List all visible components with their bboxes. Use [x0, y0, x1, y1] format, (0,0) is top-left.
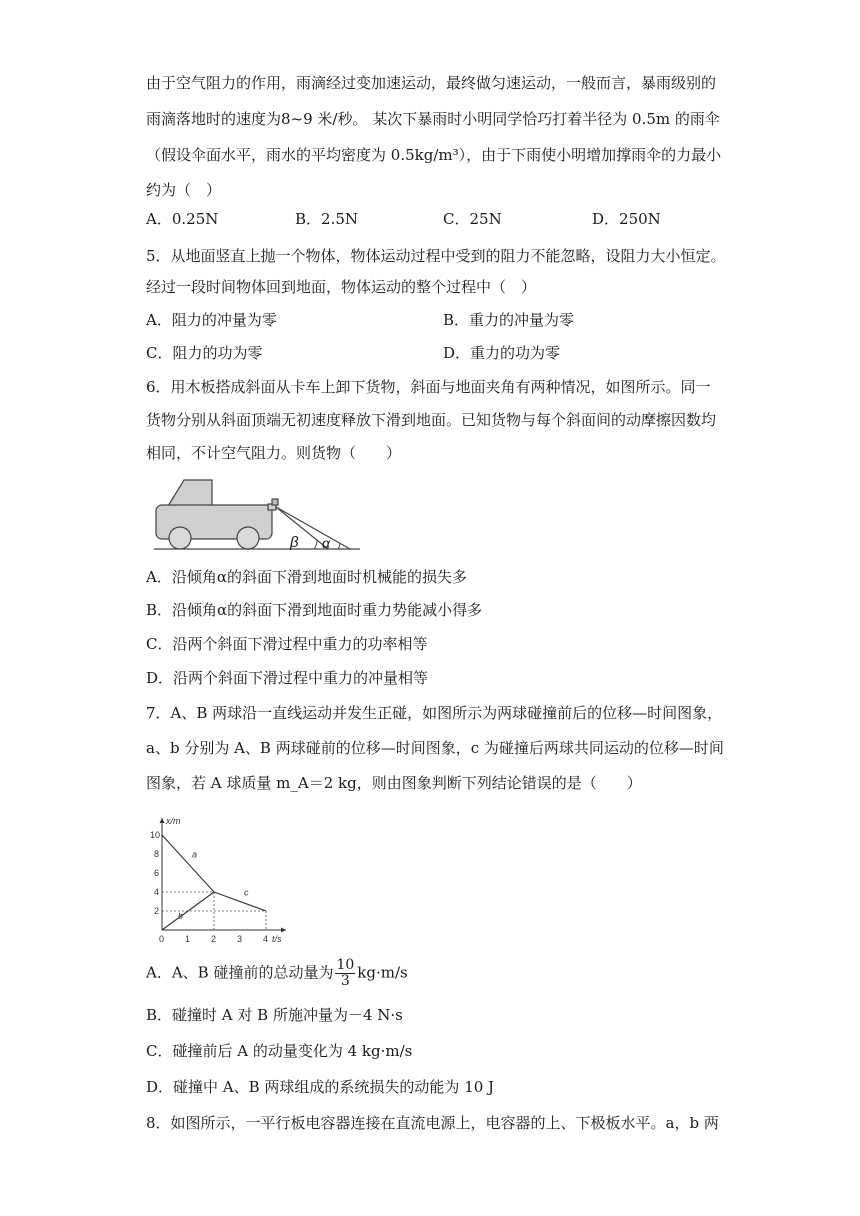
q4-option-b: B．2.5N: [295, 210, 359, 228]
q4-line-1: 由于空气阻力的作用，雨滴经过变加速运动，最终做匀速运动，一般而言，暴雨级别的: [146, 74, 717, 92]
angle-arc-beta: [314, 541, 317, 549]
angle-label-beta: β: [290, 534, 299, 551]
q4-line-4: 约为（ ）: [146, 181, 222, 199]
q7-line-1: 7．A、B 两球沿一直线运动并发生正碰，如图所示为两球碰撞前后的位移—时间图象，: [146, 704, 723, 722]
x-tick-label: 4: [263, 934, 269, 944]
x-tick-label: 0: [159, 934, 165, 944]
q6-line-2: 货物分别从斜面顶端无初速度释放下滑到地面。已知货物与每个斜面间的动摩擦因数均: [146, 411, 717, 429]
q7-line-3: 图象，若 A 球质量 m_A＝2 kg，则由图象判断下列结论错误的是（ ）: [146, 774, 642, 792]
q6-line-3: 相同，不计空气阻力。则货物（ ）: [146, 444, 402, 462]
fraction-denominator: 3: [340, 973, 350, 989]
x-axis-label: t/s: [272, 934, 282, 944]
q6-option-a: A．沿倾角α的斜面下滑到地面时机械能的损失多: [146, 568, 467, 586]
ramp-shallow: [276, 507, 350, 549]
q5-line-2: 经过一段时间物体回到地面，物体运动的整个过程中（ ）: [146, 278, 537, 296]
q5-line-1: 5．从地面竖直上抛一个物体，物体运动过程中受到的阻力不能忽略，设阻力大小恒定。: [146, 247, 726, 265]
q7-option-b: B．碰撞时 A 对 B 所施冲量为－4 N·s: [146, 1006, 403, 1024]
x-axis-arrow: [281, 928, 286, 933]
angle-arc-alpha: [338, 544, 340, 549]
q7-option-a-text: A．A、B 碰撞前的总动量为: [146, 963, 334, 982]
q4-option-a: A．0.25N: [146, 210, 219, 228]
q5-option-a: A．阻力的冲量为零: [146, 311, 277, 329]
q7-option-a: [146, 958, 408, 989]
q4-option-d: D．250N: [592, 210, 661, 228]
y-tick-label: 2: [154, 906, 160, 916]
y-axis-arrow: [160, 818, 165, 823]
x-tick-label: 1: [185, 934, 191, 944]
series-line-a: [162, 835, 214, 892]
series-line-c: [214, 892, 266, 911]
fraction-ten-thirds: [335, 958, 355, 989]
y-tick-label: 8: [154, 849, 160, 859]
q4-line-2: 雨滴落地时的速度为8~9 米/秒。 某次下暴雨时小明同学恰巧打着半径为 0.5m 的雨伞: [146, 110, 720, 128]
q7-option-a-unit: kg·m/s: [357, 963, 408, 982]
q6-line-1: 6．用木板搭成斜面从卡车上卸下货物，斜面与地面夹角有两种情况，如图所示。同一: [146, 378, 711, 396]
q5-option-c: C．阻力的功为零: [146, 344, 263, 362]
x-tick-label: 2: [211, 934, 217, 944]
series-label-a: a: [192, 849, 198, 860]
q5-option-b: B．重力的冲量为零: [443, 311, 575, 329]
q6-option-b: B．沿倾角α的斜面下滑到地面时重力势能减小得多: [146, 601, 483, 619]
y-tick-label: 6: [154, 868, 160, 878]
truck-ramp-figure: [150, 474, 365, 554]
q6-option-c: C．沿两个斜面下滑过程中重力的功率相等: [146, 635, 428, 653]
q6-option-d: D．沿两个斜面下滑过程中重力的冲量相等: [146, 669, 429, 687]
series-label-b: b: [178, 911, 184, 921]
cargo-box: [272, 499, 278, 505]
q7-line-2: a、b 分别为 A、B 两球碰前的位移—时间图象，c 为碰撞后两球共同运动的位移—时间: [146, 739, 724, 757]
truck-cab: [168, 480, 212, 506]
angle-label-alpha: α: [322, 535, 330, 551]
q4-option-c: C．25N: [443, 210, 502, 228]
fraction-numerator: 10: [336, 957, 355, 973]
series-label-c: c: [244, 887, 249, 898]
xt-graph: [142, 812, 302, 944]
q4-line-3: （假设伞面水平，雨水的平均密度为 0.5kg/m³），由于下雨使小明增加撑雨伞的力最小: [146, 146, 722, 164]
x-tick-label: 3: [237, 934, 243, 944]
truck-wheel-front: [169, 527, 191, 549]
q8-line-1: 8．如图所示，一平行板电容器连接在直流电源上，电容器的上、下极板水平。a，b 两: [146, 1114, 719, 1132]
y-tick-label: 4: [154, 887, 160, 897]
truck-wheel-rear: [237, 527, 259, 549]
q5-option-d: D．重力的功为零: [443, 344, 561, 362]
y-axis-label: x/m: [166, 816, 181, 826]
y-tick-label: 10: [150, 830, 161, 840]
q7-option-c: C．碰撞前后 A 的动量变化为 4 kg·m/s: [146, 1042, 413, 1060]
ramp-steep: [276, 507, 328, 549]
q7-option-d: D．碰撞中 A、B 两球组成的系统损失的动能为 10 J: [146, 1078, 495, 1096]
